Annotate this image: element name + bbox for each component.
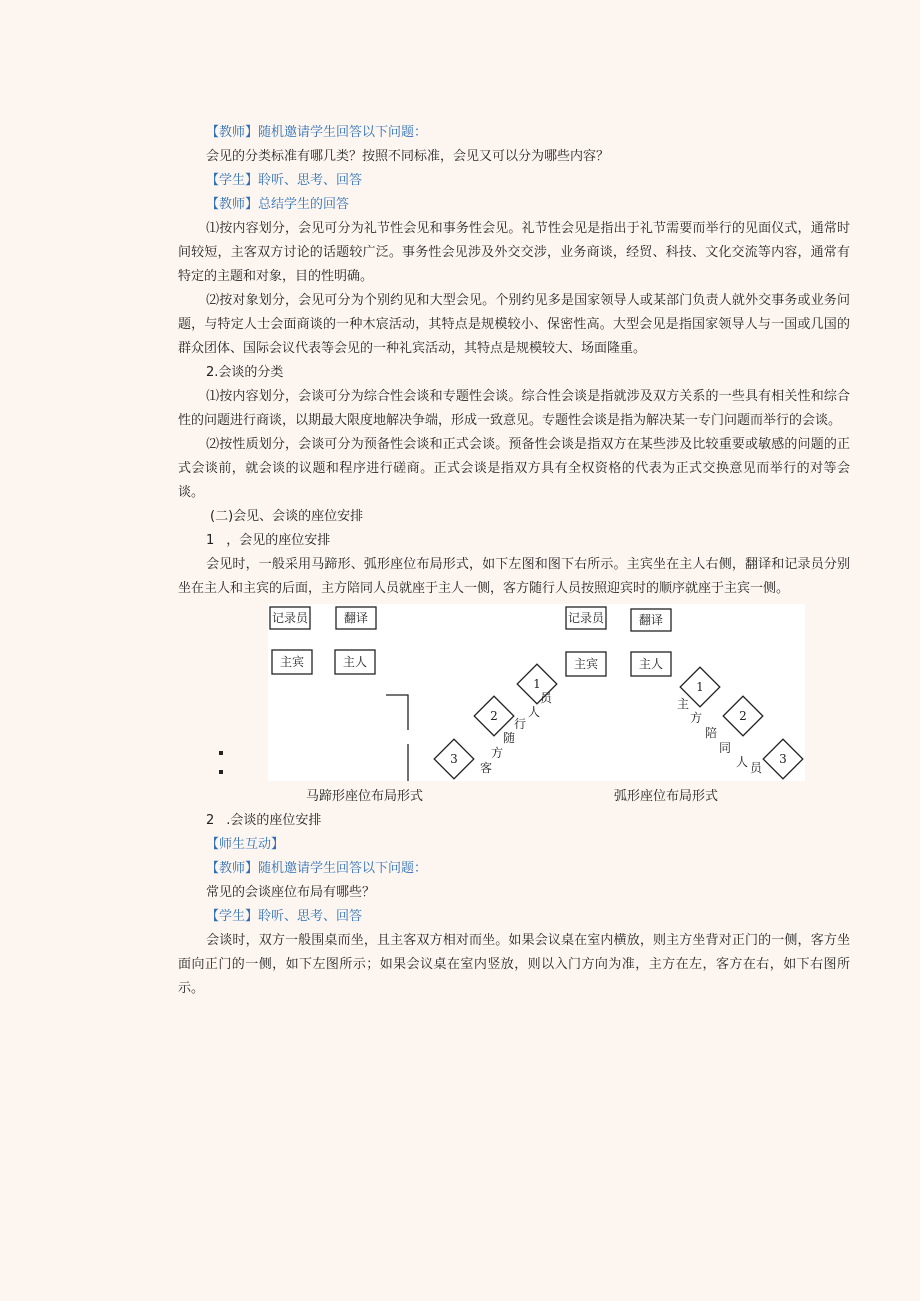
arc-caption: 弧形座位布局形式 <box>614 789 719 804</box>
svg-text:行: 行 <box>513 717 527 731</box>
svg-text:员: 员 <box>539 691 553 705</box>
svg-text:随: 随 <box>502 731 516 745</box>
teacher-prompt-2: 【教师】随机邀请学生回答以下问题： <box>206 861 428 876</box>
svg-text:3: 3 <box>450 752 458 766</box>
svg-text:人: 人 <box>735 755 749 769</box>
svg-text:1: 1 <box>533 677 541 691</box>
svg-text:1: 1 <box>696 680 704 694</box>
seating-subtitle-1: 1 ，会见的座位安排 <box>206 533 331 548</box>
svg-text:方: 方 <box>689 711 703 725</box>
svg-text:3: 3 <box>779 752 787 766</box>
svg-text:2: 2 <box>490 709 498 723</box>
question-1: 会见的分类标准有哪几类？按照不同标准，会见又可以分为哪些内容？ <box>206 149 610 164</box>
teacher-prompt-1: 【教师】随机邀请学生回答以下问题： <box>206 125 428 140</box>
svg-text:员: 员 <box>749 761 763 775</box>
talk-content-paragraph: ⑴按内容划分，会谈可分为综合性会谈和专题性会谈。综合性会谈是指就涉及双方关系的一些具有相关性和综合性的问题进行商谈，以期最大限度地解决争端，形成一致意见。专题性会谈是指为解决某一专门问题而举行的会谈。 <box>178 389 850 428</box>
arc-layout <box>566 607 671 676</box>
teacher-summary: 【教师】总结学生的回答 <box>206 197 350 212</box>
seating-subtitle-2: 2 .会谈的座位安排 <box>206 813 322 828</box>
svg-text:客: 客 <box>479 761 493 775</box>
question-2: 常见的会谈座位布局有哪些？ <box>206 885 376 900</box>
svg-text:陪: 陪 <box>704 726 718 740</box>
svg-text:2: 2 <box>739 709 747 723</box>
meeting-seating-paragraph: 会见时，一般采用马蹄形、弧形座位布局形式，如下左图和图下右所示。主宾坐在主人右侧，翻译和记录员分别坐在主人和主宾的后面，主方陪同人员就座于主人一侧，客方随行人员按照迎宾时的顺序就座于主宾一侧。 <box>178 557 850 596</box>
host-seat-2 <box>723 696 763 736</box>
host-label: 主人 <box>342 655 368 669</box>
guest-seat-2 <box>474 696 514 736</box>
talk-seating-paragraph: 会谈时，双方一般围桌而坐，且主客双方相对而坐。如果会议桌在室内横放，则主方坐背对正门的一侧，客方坐面向正门的一侧，如下左图所示；如果会议桌在室内竖放，则以入门方向为准，主方在左，客方在右，如下右图所示。 <box>178 933 850 996</box>
svg-text:主: 主 <box>676 697 690 711</box>
bullet-dot <box>219 751 223 755</box>
svg-text:同: 同 <box>718 741 732 755</box>
svg-text:方: 方 <box>490 746 504 760</box>
meeting-object-paragraph: ⑵按对象划分，会见可分为个别约见和大型会见。个别约见多是国家领导人或某部门负责人就外交事务或业务问题，与特定人士会面商谈的一种木宸活动，其特点是规模较小、保密性高。大型会见是指国家领导人与一国或几国的群众团体、国际会议代表等会见的一种礼宾活动，其特点是规模较大、场面隆重。 <box>178 293 850 356</box>
horseshoe-caption: 马蹄形座位布局形式 <box>306 789 424 804</box>
bullet-dot <box>219 770 223 774</box>
guest-label: 主宾 <box>279 655 305 669</box>
translator-label: 翻译 <box>638 613 664 627</box>
horseshoe-layout <box>270 607 408 781</box>
interaction-label: 【师生互动】 <box>206 837 285 852</box>
talk-types-heading: 2.会谈的分类 <box>206 365 284 380</box>
guest-label: 主宾 <box>573 657 599 671</box>
host-label: 主人 <box>638 657 664 671</box>
seating-layout-figure <box>268 604 805 781</box>
seating-section-title: (二)会见、会谈的座位安排 <box>210 509 364 524</box>
host-seat-3 <box>763 739 803 779</box>
talk-nature-paragraph: ⑵按性质划分，会谈可分为预备性会谈和正式会谈。预备性会谈是指双方在某些涉及比较重要或敏感的问题的正式会谈前，就会谈的议题和程序进行磋商。正式会谈是指双方具有全权资格的代表为正式交换意见而举行的对等会谈。 <box>178 437 850 500</box>
recorder-label: 记录员 <box>567 611 605 625</box>
student-response-2: 【学生】聆听、思考、回答 <box>206 909 363 924</box>
door-line <box>386 695 408 730</box>
translator-label: 翻译 <box>343 611 369 625</box>
svg-text:人: 人 <box>527 705 541 719</box>
recorder-label: 记录员 <box>271 611 309 625</box>
guest-seat-3 <box>434 739 474 779</box>
seating-diagram <box>268 604 805 781</box>
student-response-1: 【学生】聆听、思考、回答 <box>206 173 363 188</box>
meeting-content-paragraph: ⑴按内容划分，会见可分为礼节性会见和事务性会见。礼节性会见是指出于礼节需要而举行的见面仪式，通常时间较短，主客双方讨论的话题较广泛。事务性会见涉及外交交涉，业务商谈，经贸、科技、文化交流等内容，通常有特定的主题和对象，目的性明确。 <box>178 221 850 284</box>
